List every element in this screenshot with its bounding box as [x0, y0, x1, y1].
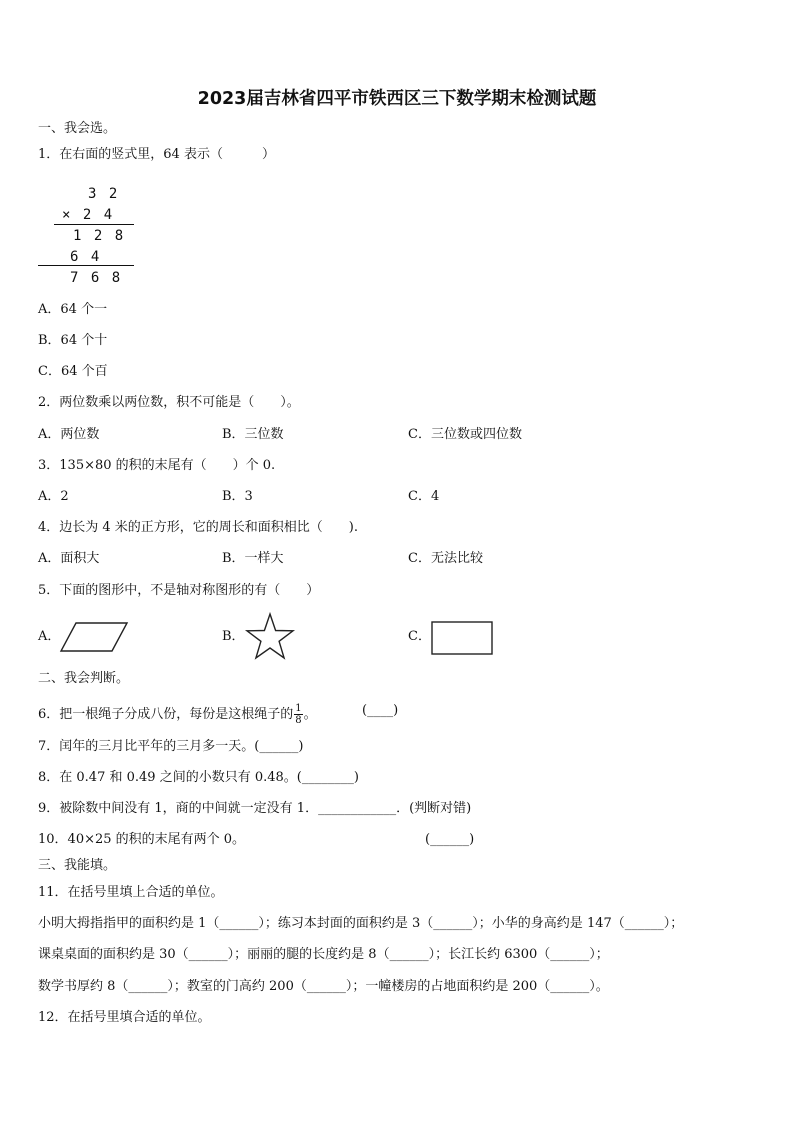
calc-product: 7 6 8	[70, 270, 123, 286]
calc-partial-1: 1 2 8	[73, 228, 126, 244]
question-1-option-c: C．64 个百	[38, 364, 108, 379]
question-11-line-2: 课桌桌面的面积约是 30（______）；丽丽的腿的长度约是 8（______）；长江长约 6300（______）；	[38, 947, 609, 962]
section-heading-fill: 三、我能填。	[38, 858, 117, 873]
calc-multiplicand: 3 2	[88, 186, 120, 202]
question-2-option-b: B．三位数	[222, 427, 284, 442]
question-6-end: 。	[303, 707, 317, 722]
question-6	[38, 703, 317, 726]
question-7: 7．闰年的三月比平年的三月多一天。(______)	[38, 739, 304, 754]
question-6-answer-blank: (____)	[362, 703, 399, 718]
question-11-line-1: 小明大拇指指甲的面积约是 1（______）；练习本封面的面积约是 3（______）；小华的身高约是 147（______）；	[38, 916, 684, 931]
question-5-option-c: C．	[408, 629, 431, 644]
question-4-stem: 4．边长为 4 米的正方形，它的周长和面积相比（ ).	[38, 520, 359, 535]
fraction-one-eighth	[294, 703, 302, 726]
calc-partial-2: 6 4	[70, 249, 102, 265]
fraction-numerator: 1	[295, 703, 302, 714]
parallelogram-shape	[60, 620, 130, 654]
question-3-option-a: A．2	[38, 489, 69, 504]
question-1-option-a: A．64 个一	[38, 302, 108, 317]
question-12-stem: 12．在括号里填合适的单位。	[38, 1010, 211, 1025]
question-1-stem: 1．在右面的竖式里，64 表示（ ）	[38, 147, 275, 162]
question-6-stem: 6．把一根绳子分成八份，每份是这根绳子的	[38, 707, 294, 722]
question-11-line-3: 数学书厚约 8（______）；教室的门高约 200（______）；一幢楼房的占地面积约是 200（______）。	[38, 979, 609, 994]
question-8: 8．在 0.47 和 0.49 之间的小数只有 0.48。(________)	[38, 770, 359, 785]
star-shape	[244, 612, 296, 662]
section-heading-judge: 二、我会判断。	[38, 671, 130, 686]
question-2-option-c: C．三位数或四位数	[408, 427, 522, 442]
question-3-option-c: C．4	[408, 489, 440, 504]
calc-rule-1	[54, 224, 134, 225]
question-10-answer-blank: (______)	[425, 832, 475, 847]
question-5-stem: 5．下面的图形中，不是轴对称图形的有（ ）	[38, 583, 320, 598]
question-2-stem: 2．两位数乘以两位数，积不可能是（ ）。	[38, 395, 300, 410]
question-2-option-a: A．两位数	[38, 427, 100, 442]
question-5-option-a: A．	[38, 629, 61, 644]
page-title: 2023届吉林省四平市铁西区三下数学期末检测试题	[197, 89, 597, 109]
calc-rule-2	[38, 265, 134, 266]
question-1-option-b: B．64 个十	[38, 333, 108, 348]
section-heading-choose: 一、我会选。	[38, 121, 117, 136]
question-4-option-b: B．一样大	[222, 551, 284, 566]
question-9: 9．被除数中间没有 1，商的中间就一定没有 1．____________．(判断对错)	[38, 801, 472, 816]
question-4-option-c: C．无法比较	[408, 551, 483, 566]
fraction-denominator: 8	[295, 715, 302, 726]
question-5-option-b: B．	[222, 629, 245, 644]
calc-multiplier: × 2 4	[62, 207, 115, 223]
rectangle-shape	[431, 621, 493, 655]
question-3-option-b: B．3	[222, 489, 253, 504]
question-3-stem: 3．135×80 的积的末尾有（ ）个 0.	[38, 458, 276, 473]
question-11-stem: 11．在括号里填上合适的单位。	[38, 885, 224, 900]
question-4-option-a: A．面积大	[38, 551, 100, 566]
question-10-stem: 10．40×25 的积的末尾有两个 0。	[38, 832, 246, 847]
